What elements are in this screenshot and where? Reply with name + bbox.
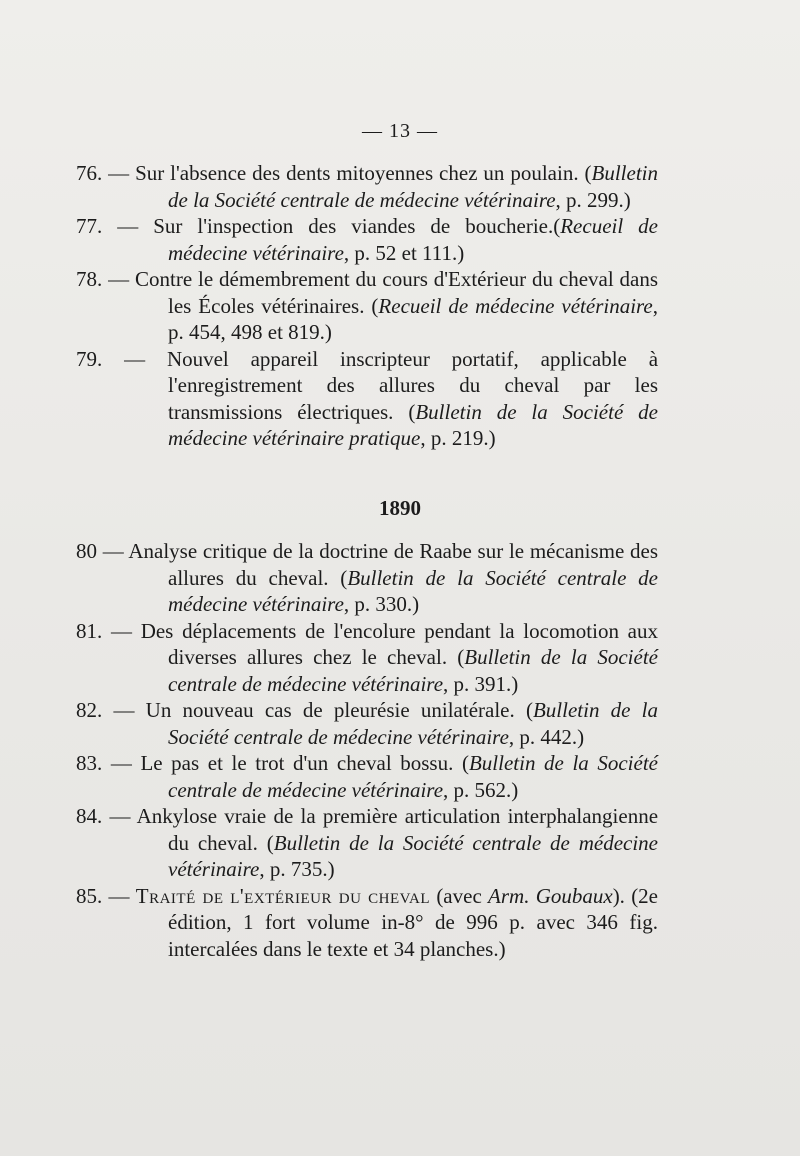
entry-title: Traité de l'extérieur du cheval	[135, 883, 431, 908]
entry-text: Des déplacements de l'encolure pendant la locomotion aux diverses allures chez le cheval.	[140, 618, 658, 669]
entry-coauthor-prefix: (avec	[436, 883, 489, 908]
entry-dash: —	[109, 804, 131, 828]
entries-list-1889	[76, 160, 658, 452]
entry-number: 83.	[76, 751, 103, 775]
entry-79: 79. — Nouvel appareil inscripteur portatif, applicable à l'enregistrement des allures du cheval par les transmissions électriques. (Bulletin de la Société de médecine vétérinaire pratique, p. 219.)	[76, 346, 659, 450]
entry-text: Ankylose vraie de la première articulation interphalangienne du cheval.	[136, 804, 659, 855]
entry-ref: , p. 562.)	[443, 777, 519, 802]
entry-ref: , p. 330.)	[343, 592, 420, 616]
entry-ref: , p. 299.)	[555, 187, 631, 212]
entry-82: 82. — Un nouveau cas de pleurésie unilatérale. (Bulletin de la Société centrale de médecine vétérinaire, p. 442.)	[76, 698, 659, 749]
entry-text: Nouvel appareil inscripteur portatif, applicable à l'enregistrement des allures du cheval par les transmissions électriques.	[166, 346, 659, 424]
entry-source: Bulletin de la Société centrale de médecine vétérinaire	[168, 645, 658, 696]
entry-text: Sur l'absence des dents mitoyennes chez un poulain.	[135, 161, 579, 185]
entry-dash: —	[108, 267, 130, 291]
entry-coauthor-suffix: ).	[612, 883, 625, 908]
entry-dash: —	[113, 698, 135, 722]
entry-number: 78.	[76, 267, 103, 291]
entry-ref: , p. 391.)	[443, 671, 519, 696]
entry-77: 77. — Sur l'inspection des viandes de boucherie.(Recueil de médecine vétérinaire, p. 52 et 111.)	[76, 214, 658, 265]
entry-number: 85.	[76, 883, 103, 908]
entry-ref: , p. 454, 498 et 819.)	[168, 293, 659, 344]
entry-dash: —	[108, 161, 130, 185]
entry-source: Bulletin de la Société centrale de médecine vétérinaire	[168, 830, 659, 881]
entry-ref: , p. 735.)	[259, 857, 335, 881]
entry-number: 81.	[76, 618, 103, 643]
entry-number: 82.	[76, 698, 103, 722]
entry-83: 83. — Le pas et le trot d'un cheval bossu. (Bulletin de la Société centrale de médecine vétérinaire, p. 562.)	[76, 751, 658, 802]
entry-76: 76. — Sur l'absence des dents mitoyennes chez un poulain. (Bulletin de la Société centrale de médecine vétérinaire, p. 299.)	[76, 161, 659, 212]
entry-source: Bulletin de la Société centrale de médecine vétérinaire	[168, 161, 659, 212]
entry-dash: —	[124, 346, 146, 371]
entry-source: Bulletin de la Société de médecine vétérinaire pratique	[168, 399, 658, 450]
entry-number: 79.	[76, 346, 103, 371]
entry-number: 76.	[76, 161, 103, 185]
entry-details: (2e édition, 1 fort volume in-8° de 996 p. avec 346 fig. intercalées dans le texte et 34 planches.)	[168, 883, 659, 961]
entry-source: Bulletin de la Société centrale de médecine vétérinaire	[168, 565, 658, 616]
entries-list-1890	[76, 538, 658, 962]
entry-source: Bulletin de la Société centrale de médecine vétérinaire	[168, 751, 658, 802]
entry-80: 80 — Analyse critique de la doctrine de Raabe sur le mécanisme des allures du cheval. (Bulletin de la Société centrale de médecine vétérinaire, p. 330.)	[76, 539, 659, 616]
entry-source: Bulletin de la Société centrale de médecine vétérinaire	[168, 698, 659, 749]
entry-ref: , p. 442.)	[508, 724, 585, 749]
entry-coauthor: Arm. Goubaux	[488, 883, 613, 908]
entry-text: Un nouveau cas de pleurésie unilatérale.	[145, 698, 515, 722]
entry-ref: , p. 219.)	[420, 426, 496, 450]
entry-source: Recueil de médecine vétérinaire	[168, 214, 658, 265]
entry-dash: —	[110, 751, 132, 775]
entry-dash: —	[108, 883, 130, 908]
entry-dash: —	[117, 214, 139, 238]
entry-78: 78. — Contre le démembrement du cours d'Extérieur du cheval dans les Écoles vétérinaires. (Recueil de médecine vétérinaire, p. 454, 498 et 819.)	[76, 267, 659, 344]
entry-text: Sur l'inspection des viandes de boucherie.	[153, 214, 554, 238]
entry-dash: —	[110, 618, 132, 643]
entry-text: Analyse critique de la doctrine de Raabe sur le mécanisme des allures du cheval.	[128, 539, 659, 590]
entry-84: 84. — Ankylose vraie de la première articulation interphalangienne du cheval. (Bulletin de la Société centrale de médecine vétérinaire, p. 735.)	[76, 804, 659, 881]
entry-number: 77.	[76, 214, 103, 238]
entry-text: Contre le démembrement du cours d'Extérieur du cheval dans les Écoles vétérinaires.	[135, 267, 659, 318]
entry-source: Recueil de médecine vétérinaire	[378, 293, 653, 318]
page-number: — 13 —	[362, 120, 438, 142]
section-year: 1890	[379, 496, 421, 520]
entry-85	[76, 883, 658, 963]
entry-ref: , p. 52 et 111.)	[343, 240, 465, 265]
entry-number: 84.	[76, 804, 103, 828]
entry-81: 81. — Des déplacements de l'encolure pendant la locomotion aux diverses allures chez le cheval. (Bulletin de la Société centrale de médecine vétérinaire, p. 391.)	[76, 618, 658, 696]
entry-number: 80	[76, 539, 97, 563]
entry-text: Le pas et le trot d'un cheval bossu.	[140, 751, 454, 775]
entry-dash: —	[102, 539, 124, 563]
